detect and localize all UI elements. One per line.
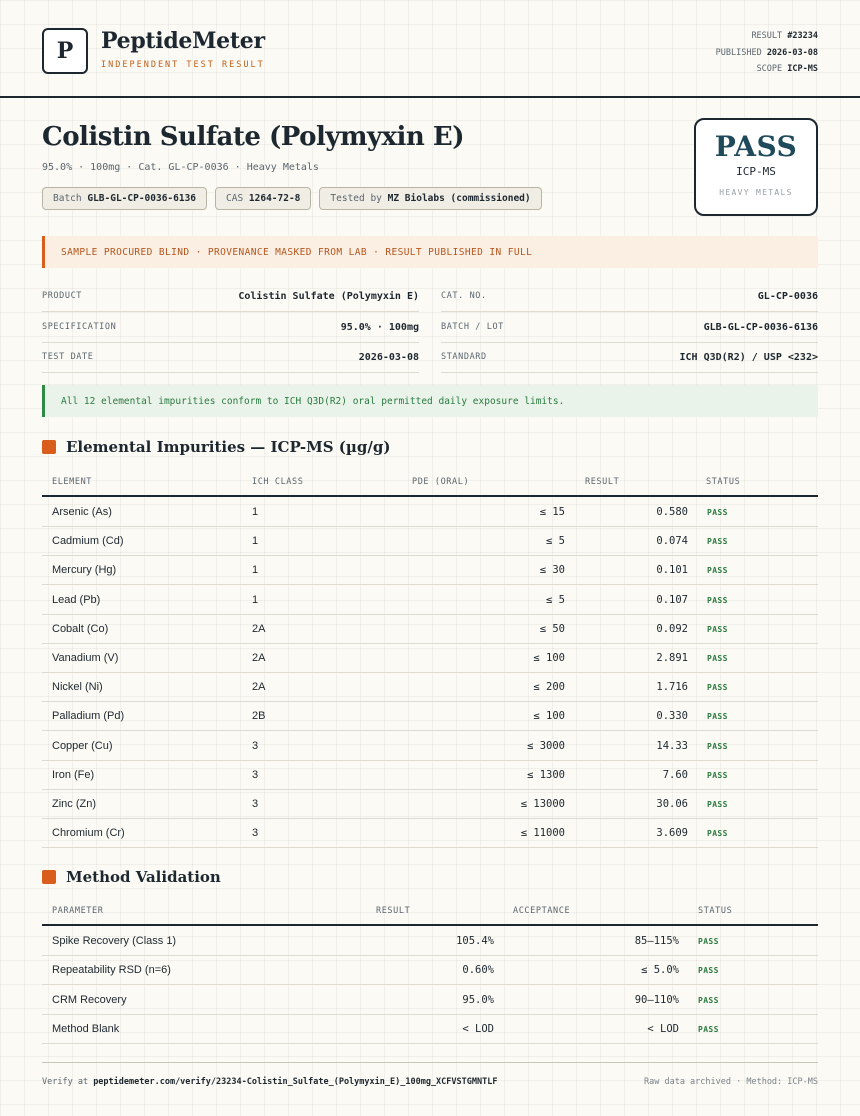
pde-limit: ≤ 11000 (520, 827, 565, 840)
product-chips (42, 187, 542, 210)
brand-logo: P (42, 28, 88, 74)
element-name: Vanadium (V) (52, 652, 119, 664)
element-name: Chromium (Cr) (52, 827, 125, 840)
status-badge: PASS (707, 712, 728, 722)
stamp-method: ICP-MS (736, 165, 776, 178)
info-row-standard: STANDARD ICH Q3D(R2) / USP <232> (441, 342, 818, 373)
status-badge: PASS (707, 654, 728, 663)
impurity-row (42, 818, 818, 848)
product-title: Colistin Sulfate (Polymyxin E) (42, 122, 465, 152)
stamp-scope: HEAVY METALS (719, 188, 793, 197)
element-name: Lead (Pb) (52, 593, 101, 606)
pde-limit: ≤ 15 (539, 506, 565, 518)
impurities-table-header: ELEMENT ICH CLASS PDE (ORAL) RESULT STATUS (42, 467, 818, 497)
acceptance-range: ≤ 5.0% (641, 964, 679, 977)
element-name: Nickel (Ni) (52, 681, 103, 694)
pde-limit: ≤ 100 (533, 652, 565, 664)
parameter-name: Repeatability RSD (n=6) (52, 964, 171, 977)
status-badge: PASS (707, 537, 728, 547)
status-badge: PASS (707, 624, 728, 634)
result-value: 1.716 (656, 681, 688, 694)
pde-limit: ≤ 3000 (527, 739, 565, 752)
status-badge: PASS (707, 800, 728, 809)
ich-class: 3 (252, 827, 259, 840)
parameter-name: Method Blank (52, 1022, 120, 1035)
report-meta (716, 28, 818, 78)
element-name: Cobalt (Co) (52, 622, 109, 635)
conformance-notice (42, 385, 818, 417)
pde-limit: ≤ 100 (533, 710, 565, 723)
validation-row (42, 955, 818, 985)
pass-stamp (694, 118, 818, 216)
impurity-row (42, 585, 818, 615)
product-subtitle: 95.0% · 100mg · Cat. GL-CP-0036 · Heavy Metals (42, 162, 319, 173)
impurity-row (42, 497, 818, 527)
pde-limit: ≤ 1300 (527, 768, 565, 781)
conformance-notice-text: All 12 elemental impurities conform to ICH Q3D(R2) oral permitted daily exposure limits. (61, 395, 565, 407)
published-date: PUBLISHED 2026-03-08 (715, 47, 818, 58)
result-value: 0.60% (462, 964, 494, 977)
element-name: Arsenic (As) (52, 506, 112, 518)
element-name: Zinc (Zn) (52, 798, 96, 810)
section-marker-icon (42, 870, 56, 884)
status-badge: PASS (698, 1024, 719, 1034)
acceptance-range: < LOD (647, 1022, 679, 1035)
impurity-row (42, 555, 818, 585)
element-name: Iron (Fe) (52, 768, 95, 781)
element-name: Cadmium (Cd) (52, 535, 124, 548)
result-value: 14.33 (656, 739, 688, 752)
ich-class: 1 (252, 564, 259, 577)
status-badge: PASS (698, 995, 719, 1005)
footer-archive-note: Raw data archived · Method: ICP-MS (644, 1077, 818, 1087)
impurity-row (42, 760, 818, 790)
impurity-row (42, 701, 818, 731)
status-badge: PASS (707, 683, 728, 693)
impurity-row (42, 672, 818, 702)
status-badge: PASS (707, 741, 728, 751)
result-value: < LOD (462, 1022, 494, 1035)
ich-class: 2A (252, 681, 266, 694)
ich-class: 1 (252, 506, 259, 518)
result-value: 7.60 (662, 768, 688, 781)
info-row-batch-lot: BATCH / LOT GLB-GL-CP-0036-6136 (441, 312, 818, 343)
status-badge: PASS (707, 770, 728, 780)
provenance-notice-text: SAMPLE PROCURED BLIND · PROVENANCE MASKED FROM LAB · RESULT PUBLISHED IN FULL (61, 246, 533, 258)
stamp-verdict: PASS (714, 130, 798, 163)
ich-class: 1 (252, 593, 259, 606)
verify-line: Verify at peptidemeter.com/verify/23234-Colistin_Sulfate_(Polymyxin_E)_100mg_XCFVSTGMNTLF (42, 1077, 498, 1087)
info-row-cat-no: CAT. NO. GL-CP-0036 (441, 281, 818, 312)
result-value: 0.107 (656, 593, 688, 606)
impurity-row (42, 614, 818, 644)
element-name: Palladium (Pd) (52, 710, 125, 723)
section-marker-icon (42, 440, 56, 454)
result-value: 0.092 (656, 622, 688, 635)
pde-limit: ≤ 200 (533, 681, 565, 694)
result-id: RESULT #23234 (751, 31, 818, 41)
result-value: 3.609 (656, 827, 688, 840)
impurity-row (42, 643, 818, 673)
ich-class: 3 (252, 739, 259, 752)
batch-chip: Batch GLB-GL-CP-0036-6136 (42, 187, 207, 210)
status-badge: PASS (698, 966, 719, 976)
report-header (0, 0, 860, 98)
ich-class: 1 (252, 535, 259, 548)
impurity-row (42, 731, 818, 761)
info-row-specification: SPECIFICATION 95.0% · 100mg (42, 312, 419, 343)
validation-table-header: PARAMETER RESULT ACCEPTANCE STATUS (42, 896, 818, 926)
status-badge: PASS (707, 595, 728, 605)
ich-class: 3 (252, 768, 259, 781)
provenance-notice (42, 236, 818, 268)
parameter-name: Spike Recovery (Class 1) (52, 935, 177, 947)
validation-row (42, 985, 818, 1015)
scope: SCOPE ICP-MS (756, 64, 818, 74)
impurities-heading: Elemental Impurities — ICP-MS (µg/g) (42, 438, 390, 456)
pde-limit: ≤ 30 (539, 564, 565, 577)
pde-limit: ≤ 13000 (520, 798, 565, 810)
acceptance-range: 85–115% (634, 935, 679, 947)
status-badge: PASS (707, 508, 728, 517)
ich-class: 2B (252, 710, 266, 723)
impurity-row (42, 789, 818, 819)
ich-class: 2A (252, 622, 266, 635)
status-badge: PASS (698, 937, 719, 946)
impurity-row (42, 526, 818, 556)
status-badge: PASS (707, 829, 728, 839)
result-value: 0.101 (656, 564, 688, 577)
tested-by-chip: Tested by MZ Biolabs (commissioned) (319, 187, 541, 210)
ich-class: 2A (252, 652, 266, 664)
parameter-name: CRM Recovery (52, 993, 127, 1006)
footer-divider (42, 1062, 818, 1063)
result-value: 95.0% (462, 993, 494, 1006)
ich-class: 3 (252, 798, 259, 810)
cas-chip: CAS 1264-72-8 (215, 187, 311, 210)
result-value: 105.4% (456, 935, 494, 947)
brand-name: PeptideMeter (101, 28, 265, 54)
result-value: 0.330 (656, 710, 688, 723)
brand-tagline: INDEPENDENT TEST RESULT (101, 60, 265, 70)
result-value: 0.074 (656, 535, 688, 548)
result-value: 2.891 (656, 652, 688, 664)
result-value: 0.580 (656, 506, 688, 518)
info-row-test-date: TEST DATE 2026-03-08 (42, 342, 419, 373)
validation-row (42, 1014, 818, 1044)
validation-heading: Method Validation (42, 868, 221, 886)
element-name: Copper (Cu) (52, 739, 113, 752)
pde-limit: ≤ 5 (546, 593, 565, 606)
pde-limit: ≤ 50 (539, 622, 565, 635)
pde-limit: ≤ 5 (546, 535, 565, 548)
info-row-product: PRODUCT Colistin Sulfate (Polymyxin E) (42, 281, 419, 312)
element-name: Mercury (Hg) (52, 564, 117, 577)
acceptance-range: 90–110% (634, 993, 679, 1006)
validation-row (42, 926, 818, 956)
result-value: 30.06 (656, 798, 688, 810)
status-badge: PASS (707, 566, 728, 576)
verify-link[interactable]: peptidemeter.com/verify/23234-Colistin_Sulfate_(Polymyxin_E)_100mg_XCFVSTGMNTLF (93, 1077, 498, 1087)
